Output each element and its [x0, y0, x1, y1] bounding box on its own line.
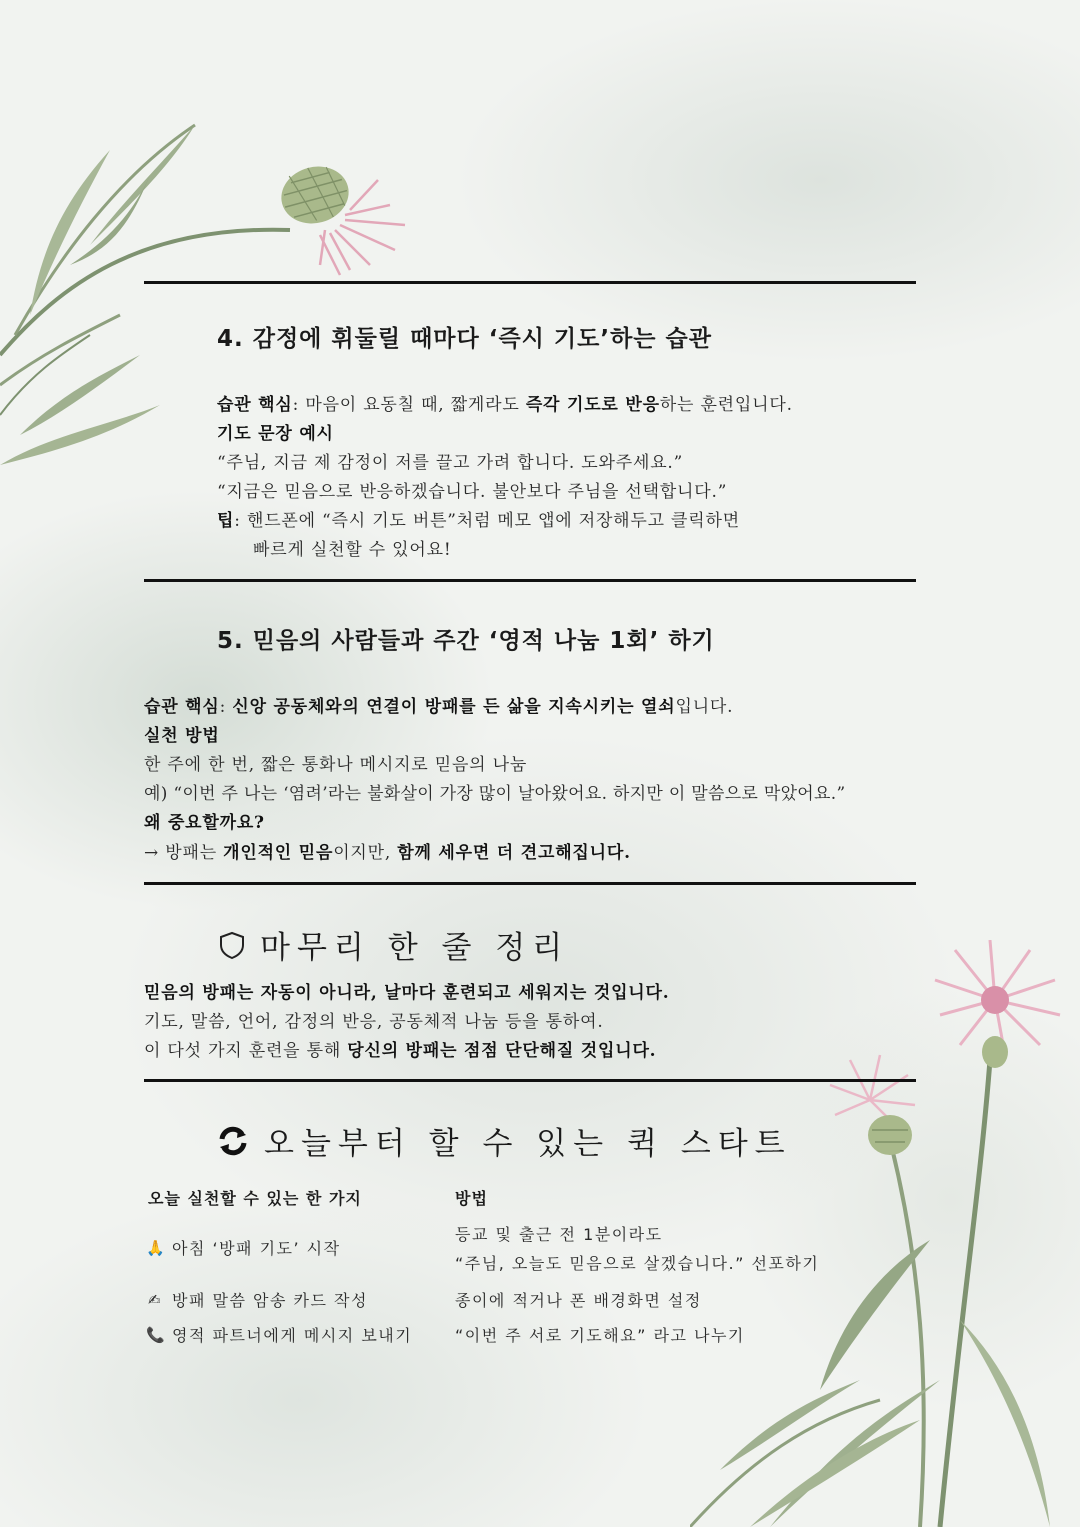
summary-title: 마무리 한 줄 정리: [260, 930, 570, 966]
why-pre: → 방패는: [144, 843, 224, 863]
method-1: 한 주에 한 번, 짧은 통화나 메시지로 믿음의 나눔: [144, 755, 528, 775]
praying-hands-icon: 🙏: [146, 1238, 167, 1257]
section4-title: 4. 감정에 휘둘릴 때마다 ‘즉시 기도’하는 습관: [217, 326, 712, 352]
table-row-method: 종이에 적거나 폰 배경화면 설정: [455, 1291, 702, 1310]
tip-continued: 빠르게 실천할 수 있어요!: [253, 540, 452, 560]
shield-icon: [218, 930, 246, 960]
method-2: 예) “이번 주 나는 ‘염려’라는 불화살이 가장 많이 날아왔어요. 하지만 이 말씀으로 막았어요.”: [144, 784, 846, 804]
table-row-action: [146, 1323, 412, 1346]
table-row-method: “이번 주 서로 기도해요” 라고 나누기: [455, 1326, 745, 1345]
col-header-method: 방법: [455, 1189, 488, 1208]
line3-pre: 이 다섯 가지 훈련을 통해: [144, 1041, 348, 1061]
tip: [217, 506, 740, 531]
summary-line-1: 믿음의 방패는 자동이 아니라, 날마다 훈련되고 세워지는 것입니다.: [144, 983, 670, 1003]
example-1: “주님, 지금 제 감정이 저를 끌고 가려 합니다. 도와주세요.”: [217, 453, 684, 473]
core-bold: 신앙 공동체와의 연결이 방패를 든 삶을 지속시키는 열쇠: [232, 697, 676, 717]
repeat-arrows-icon: [216, 1124, 250, 1158]
quickstart-title: 오늘부터 할 수 있는 퀵 스타트: [264, 1126, 792, 1162]
summary-heading: [218, 922, 569, 967]
divider: [144, 1079, 916, 1082]
why-bold2: 함께 세우면 더 견고해집니다.: [397, 843, 631, 863]
writing-hand-icon: ✍: [147, 1290, 163, 1309]
divider: [144, 882, 916, 885]
core-label: 습관 핵심: [144, 697, 220, 717]
core-end: 하는 훈련입니다.: [659, 395, 793, 415]
tip-text: : 핸드폰에 “즉시 기도 버튼”처럼 메모 앱에 저장해두고 클릭하면: [234, 511, 740, 531]
action-text: 영적 파트너에게 메시지 보내기: [172, 1326, 413, 1345]
section4-core: [217, 390, 793, 415]
tip-label: 팁: [217, 511, 235, 531]
why-mid: 이지만,: [333, 843, 398, 863]
example-2: “지금은 믿음으로 반응하겠습니다. 불안보다 주님을 선택합니다.”: [217, 482, 728, 502]
divider: [144, 281, 916, 284]
divider: [144, 579, 916, 582]
line3-bold: 당신의 방패는 점점 단단해질 것입니다.: [347, 1041, 657, 1061]
why-bold1: 개인적인 믿음: [223, 843, 334, 863]
action-text: 아침 ‘방패 기도’ 시작: [172, 1239, 341, 1258]
summary-line-2: 기도, 말씀, 언어, 감정의 반응, 공동체적 나눔 등을 통하여.: [144, 1012, 604, 1032]
why-label: 왜 중요할까요?: [144, 813, 265, 833]
core-colon: : 마음이 요동칠 때, 짧게라도: [292, 395, 526, 415]
table-row-method: 등교 및 출근 전 1분이라도: [455, 1225, 663, 1244]
section5-core: [144, 692, 733, 717]
phone-icon: 📞: [146, 1325, 167, 1344]
example-label: 기도 문장 예시: [217, 424, 334, 444]
table-row-method: “주님, 오늘도 믿음으로 살겠습니다.” 선포하기: [455, 1254, 820, 1273]
table-row-action: [146, 1236, 341, 1259]
why-text: [144, 838, 631, 863]
col-header-action: 오늘 실천할 수 있는 한 가지: [148, 1189, 362, 1208]
method-label: 실천 방법: [144, 726, 220, 746]
section5-title: 5. 믿음의 사람들과 주간 ‘영적 나눔 1회’ 하기: [217, 628, 715, 654]
core-end: 입니다.: [675, 697, 734, 717]
core-label: 습관 핵심: [217, 395, 293, 415]
summary-line-3: [144, 1036, 656, 1061]
quickstart-heading: [216, 1118, 792, 1163]
core-bold: 즉각 기도로 반응: [525, 395, 660, 415]
core-colon: :: [219, 697, 233, 717]
table-row-action: [146, 1288, 368, 1311]
action-text: 방패 말씀 암송 카드 작성: [172, 1291, 368, 1310]
